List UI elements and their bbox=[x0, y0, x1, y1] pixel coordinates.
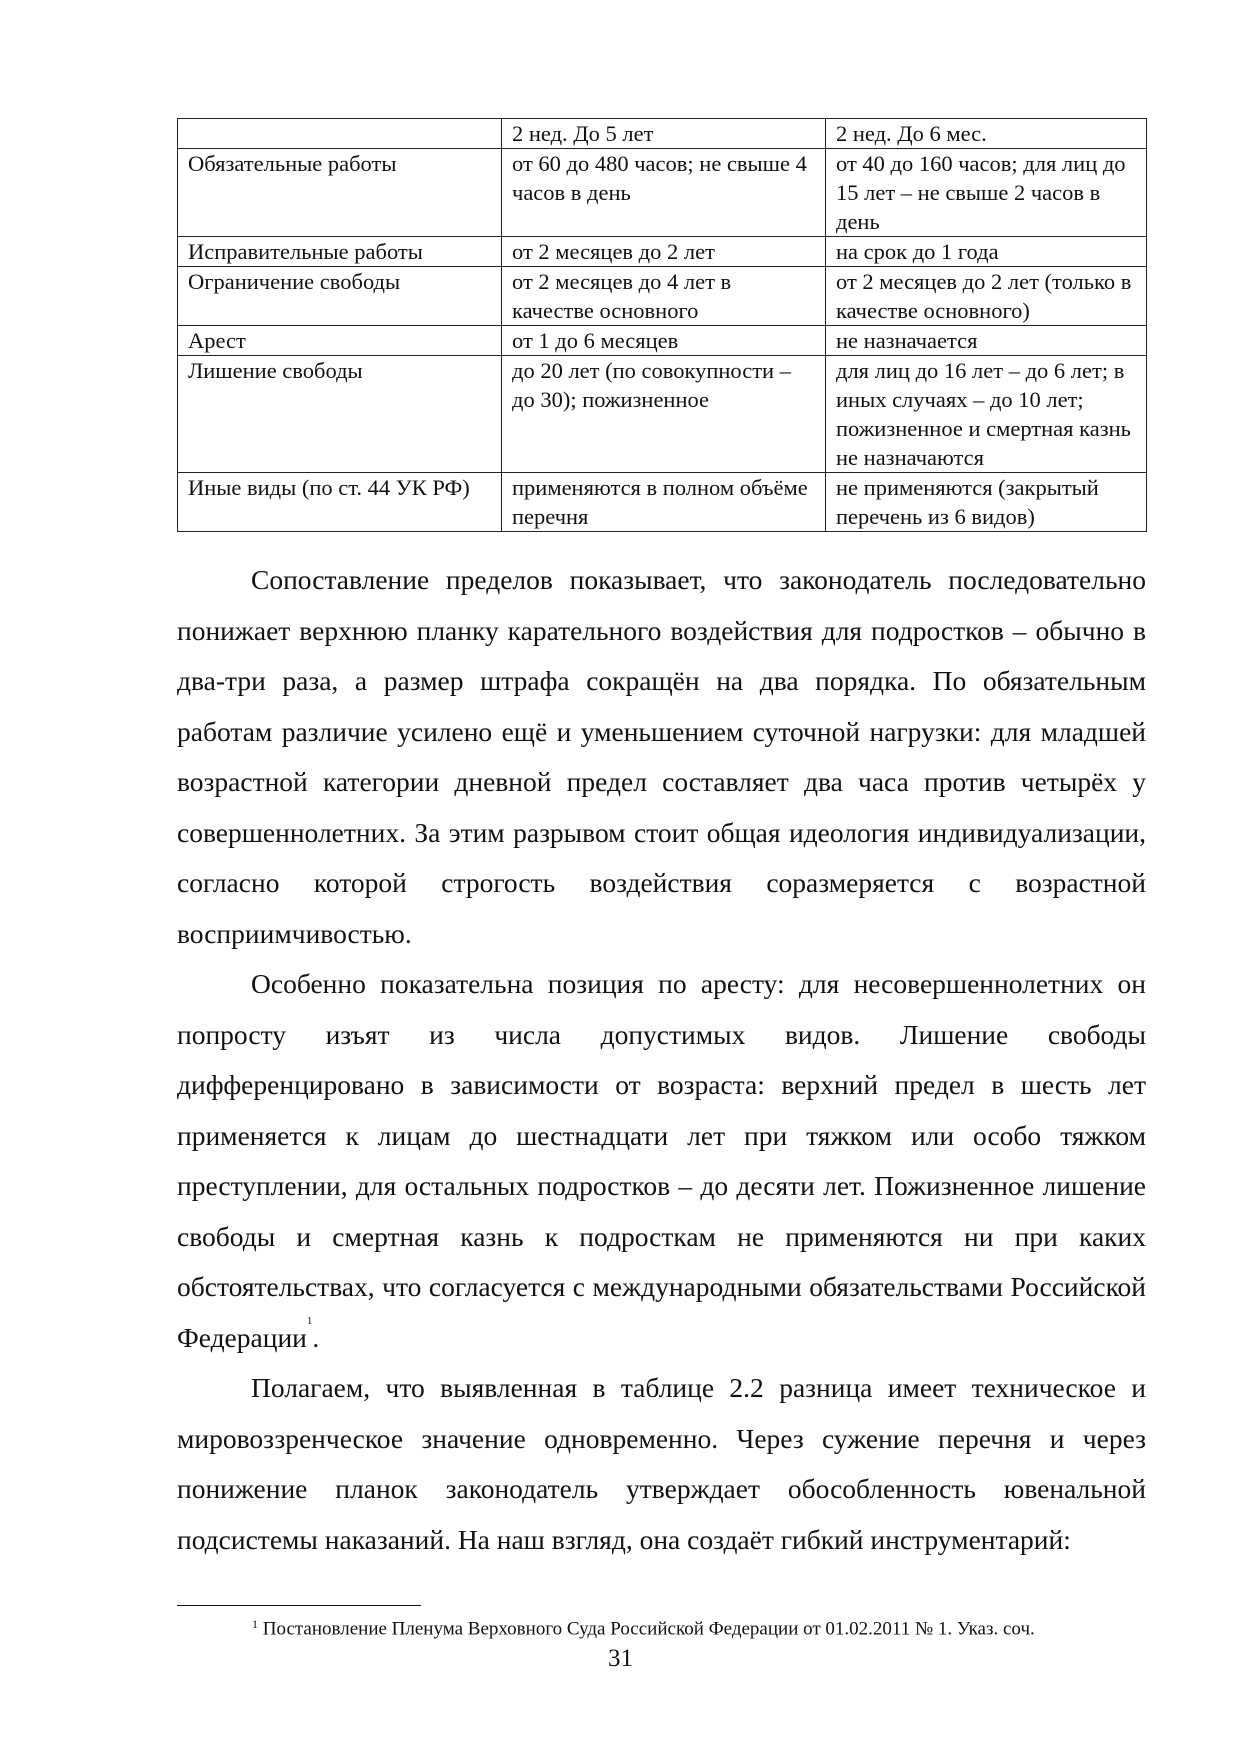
footnote-text: Постановление Пленума Верховного Суда Российской Федерации от 01.02.2011 № 1. Указ. соч. bbox=[258, 1618, 1035, 1640]
table-cell: не применяются (закрытый перечень из 6 видов) bbox=[826, 473, 1147, 532]
table-body bbox=[178, 119, 1147, 532]
table-cell bbox=[178, 119, 502, 149]
table-cell: Обязательные работы bbox=[178, 149, 502, 237]
table-cell: для лиц до 16 лет – до 6 лет; в иных случаях – до 10 лет; пожизненное и смертная казнь не назначаются bbox=[826, 356, 1147, 473]
paragraph bbox=[177, 555, 1146, 959]
table-cell: 2 нед. До 5 лет bbox=[502, 119, 826, 149]
table-cell: 2 нед. До 6 мес. bbox=[826, 119, 1147, 149]
footnote-reference[interactable]: 1 bbox=[306, 1314, 313, 1327]
footnote-separator bbox=[177, 1605, 421, 1606]
table-cell: от 2 месяцев до 2 лет bbox=[502, 237, 826, 267]
paragraph bbox=[177, 959, 1146, 1363]
paragraph-text: Полагаем, что выявленная в таблице 2.2 разница имеет техническое и мировоззренческое значение одновременно. Через сужение перечня и через понижение планок законодатель утверждает обособленность ювенальной подсистемы наказаний. На наш взгляд, она создаёт гибкий инструментарий: bbox=[177, 1372, 1146, 1555]
table-cell: Ограничение свободы bbox=[178, 267, 502, 326]
table-row bbox=[178, 326, 1147, 356]
table-cell: применяются в полном объёме перечня bbox=[502, 473, 826, 532]
footnote bbox=[252, 1610, 1152, 1642]
table-row bbox=[178, 237, 1147, 267]
table-cell: Исправительные работы bbox=[178, 237, 502, 267]
table-cell: Иные виды (по ст. 44 УК РФ) bbox=[178, 473, 502, 532]
paragraph-text: Сопоставление пределов показывает, что законодатель последовательно понижает верхнюю планку карательного воздействия для подростков – обычно в два-три раза, а размер штрафа сокращён на два порядка. По обязательным работам различие усилено ещё и уменьшением суточной нагрузки: для младшей возрастной категории дневной предел составляет два часа против четырёх у совершеннолетних. За этим разрывом стоит общая идеология индивидуализации, согласно которой строгость воздействия соразмеряется с возрастной восприимчивостью. bbox=[177, 564, 1146, 949]
paragraph-text: Особенно показательна позиция по аресту: для несовершеннолетних он попросту изъят из числа допустимых видов. Лишение свободы дифференцировано в зависимости от возраста: верхний предел в шесть лет применяется к лицам до шестнадцати лет при тяжком или особо тяжком преступлении, для остальных подростков – до десяти лет. Пожизненное лишение свободы и смертная казнь к подросткам не применяются ни при каких обстоятельствах, что согласуется с международными обязательствами Российской Федерации bbox=[177, 968, 1146, 1353]
table-cell: от 40 до 160 часов; для лиц до 15 лет – не свыше 2 часов в день bbox=[826, 149, 1147, 237]
table-row bbox=[178, 267, 1147, 326]
body-text bbox=[177, 555, 1146, 1565]
table-cell: на срок до 1 года bbox=[826, 237, 1147, 267]
table-cell: Арест bbox=[178, 326, 502, 356]
footnote-number: 1 bbox=[252, 1617, 258, 1631]
table-row bbox=[178, 149, 1147, 237]
table-cell: Лишение свободы bbox=[178, 356, 502, 473]
table-cell: от 60 до 480 часов; не свыше 4 часов в день bbox=[502, 149, 826, 237]
paragraph-end: . bbox=[312, 1321, 320, 1353]
table-cell: от 2 месяцев до 4 лет в качестве основного bbox=[502, 267, 826, 326]
table-cell: от 1 до 6 месяцев bbox=[502, 326, 826, 356]
table-cell: не назначается bbox=[826, 326, 1147, 356]
table-cell: от 2 месяцев до 2 лет (только в качестве основного) bbox=[826, 267, 1147, 326]
table-row bbox=[178, 356, 1147, 473]
table-row bbox=[178, 119, 1147, 149]
table-row bbox=[178, 473, 1147, 532]
table-cell: до 20 лет (по совокупности – до 30); пожизненное bbox=[502, 356, 826, 473]
page-number: 31 bbox=[608, 1645, 633, 1672]
comparison-table bbox=[177, 118, 1147, 532]
paragraph bbox=[177, 1363, 1146, 1565]
